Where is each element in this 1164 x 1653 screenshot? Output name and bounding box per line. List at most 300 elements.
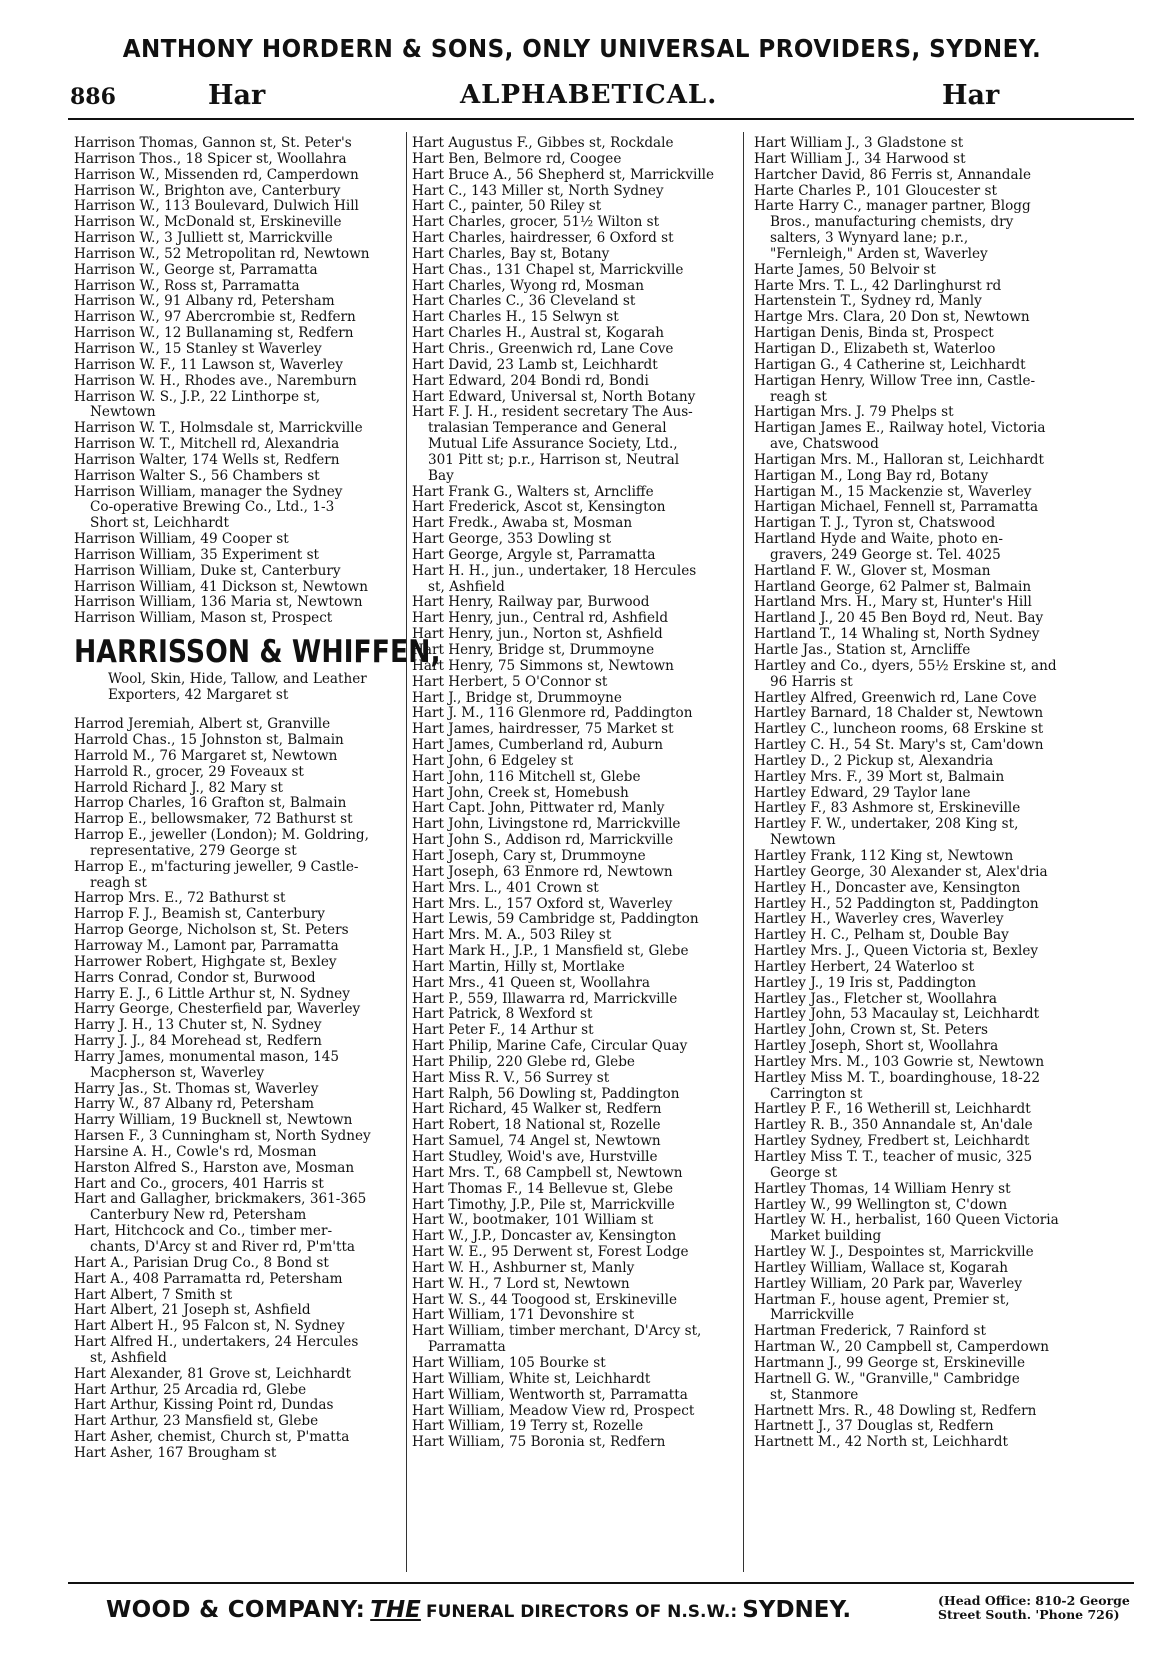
entry-line: Harrold Chas., 15 Johnston st, Balmain (74, 732, 344, 748)
entry-continuation: 301 Pitt st; p.r., Harrison st, Neutral (428, 451, 680, 468)
entry-line: Harrop Charles, 16 Grafton st, Balmain (74, 795, 347, 812)
directory-entry (412, 199, 742, 215)
entry-line: Hart Timothy, J.P., Pile st, Marrickville (412, 1196, 675, 1213)
entry-line: Harrison W., 12 Bullanaming st, Redfern (74, 325, 354, 342)
entry-line: Hart Martin, Hilly st, Mortlake (412, 958, 625, 975)
entry-line: Harry James, monumental mason, 145 (74, 1048, 340, 1065)
entry-line: Hart Fredk., Awaba st, Mosman (412, 515, 633, 532)
entry-continuation: Newtown (90, 404, 156, 421)
directory-entry (754, 849, 1134, 865)
directory-entry (74, 907, 409, 923)
entry-line: Hartley Frank, 112 King st, Newtown (754, 847, 1014, 864)
entry-line: Harrod Jeremiah, Albert st, Granville (74, 716, 331, 733)
entry-line: Hartley C. H., 54 St. Mary's st, Cam'down (754, 737, 1044, 754)
entry-continuation: Mutual Life Assurance Society, Ltd., (428, 436, 678, 453)
directory-entry (74, 580, 409, 596)
entry-line: Hartnell G. W., "Granville," Cambridge (754, 1370, 1020, 1387)
directory-entry (74, 1192, 409, 1224)
directory-entry (74, 390, 409, 422)
directory-entry (412, 516, 742, 532)
directory-entry (754, 310, 1134, 326)
entry-line: Hart Charles H., 15 Selwyn st (412, 309, 619, 326)
directory-entry (754, 801, 1134, 817)
entry-line: Hart James, hairdresser, 75 Market st (412, 721, 674, 738)
entry-line: Hartley Miss M. T., boardinghouse, 18-22 (754, 1069, 1040, 1086)
entry-line: Harrison W. F., 11 Lawson st, Waverley (74, 356, 343, 373)
entry-line: Harrison Thomas, Gannon st, St. Peter's (74, 135, 352, 151)
entry-line: Hartley Edward, 29 Taylor lane (754, 784, 971, 801)
directory-entry (74, 611, 409, 627)
directory-entry (412, 1071, 742, 1087)
entry-line: Harrison William, 136 Maria st, Newtown (74, 594, 363, 611)
directory-entry (412, 1372, 742, 1388)
directory-entry (412, 865, 742, 881)
directory-entry (754, 1340, 1134, 1356)
entry-line: Harry J. H., 13 Chuter st, N. Sydney (74, 1017, 322, 1034)
entry-continuation: 96 Harris st (770, 673, 853, 690)
entry-line: Hart Chas., 131 Chapel st, Marrickville (412, 261, 684, 278)
footer-advert (106, 1597, 851, 1623)
directory-entry (412, 944, 742, 960)
entry-line: Hart Patrick, 8 Wexford st (412, 1006, 593, 1023)
directory-entry (412, 1404, 742, 1420)
directory-entry (412, 611, 742, 627)
entry-line: Hart Ben, Belmore rd, Coogee (412, 150, 622, 167)
entry-line: Hartley Joseph, Short st, Woollahra (754, 1038, 999, 1055)
directory-entry (754, 786, 1134, 802)
entry-line: Harrold M., 76 Margaret st, Newtown (74, 747, 338, 764)
directory-entry (412, 1308, 742, 1324)
entry-line: Hart William, 105 Bourke st (412, 1354, 606, 1371)
directory-entry (754, 279, 1134, 295)
entry-line: Harrison W. T., Mitchell rd, Alexandria (74, 436, 340, 453)
entry-line: Hart Charles, Bay st, Botany (412, 245, 610, 262)
directory-entry (412, 595, 742, 611)
entry-line: Hart Edward, Universal st, North Botany (412, 388, 696, 405)
entry-line: Hartigan James E., Railway hotel, Victoria (754, 420, 1046, 437)
entry-line: Harston Alfred S., Harston ave, Mosman (74, 1159, 355, 1176)
entry-line: Hartigan Mrs. J. 79 Phelps st (754, 404, 954, 421)
directory-entry (74, 1319, 409, 1335)
directory-entry (412, 1055, 742, 1071)
entry-line: Hart Albert H., 95 Falcon st, N. Sydney (74, 1318, 345, 1335)
directory-entry (74, 342, 409, 358)
entry-line: Hart Asher, 167 Brougham st (74, 1444, 277, 1461)
entry-continuation: reagh st (90, 874, 147, 891)
directory-entry (412, 1293, 742, 1309)
directory-entry (74, 595, 409, 611)
directory-entry (754, 944, 1134, 960)
directory-entry (754, 453, 1134, 469)
entry-line: Hartley Mrs. M., 103 Gowrie st, Newtown (754, 1053, 1045, 1070)
entry-line: Hartley W., 99 Wellington st, C'down (754, 1196, 1008, 1213)
entry-continuation: Carrington st (770, 1085, 863, 1102)
entry-line: Harrison Thos., 18 Spicer st, Woollahra (74, 150, 347, 167)
directory-entry (754, 580, 1134, 596)
advert-description-line-1: Wool, Skin, Hide, Tallow, and Leather (108, 671, 367, 688)
entry-line: Hartland George, 62 Palmer st, Balmain (754, 578, 1032, 595)
entry-line: Hart Bruce A., 56 Shepherd st, Marrickville (412, 166, 715, 183)
entry-line: Harsine A. H., Cowle's rd, Mosman (74, 1143, 317, 1160)
entry-line: Hart Robert, 18 National st, Rozelle (412, 1117, 661, 1134)
left-guide-word: Har (208, 80, 266, 111)
entry-line: Hartley W. J., Despointes st, Marrickville (754, 1244, 1034, 1261)
directory-entry (412, 754, 742, 770)
directory-entry (74, 168, 409, 184)
directory-entry (74, 326, 409, 342)
entry-line: Harry J. J., 84 Morehead st, Redfern (74, 1033, 322, 1050)
entry-line: Hart William, White st, Leichhardt (412, 1370, 651, 1387)
directory-entry (412, 1198, 742, 1214)
directory-entry (412, 136, 742, 152)
entry-continuation: st, Ashfield (428, 578, 505, 595)
directory-entry (74, 421, 409, 437)
entry-line: Hart William, 75 Boronia st, Redfern (412, 1434, 666, 1451)
entry-line: Hartman Frederick, 7 Rainford st (754, 1323, 986, 1340)
directory-entry (74, 374, 409, 390)
directory-entry (754, 770, 1134, 786)
directory-entry (412, 675, 742, 691)
entry-continuation: salters, 3 Wynyard lane; p.r., (770, 230, 969, 247)
directory-entry (412, 691, 742, 707)
entry-line: Hartley D., 2 Pickup st, Alexandria (754, 752, 994, 769)
entry-line: Harry W., 87 Albany rd, Petersham (74, 1096, 315, 1113)
directory-entry (74, 263, 409, 279)
entry-line: Harrison Walter, 174 Wells st, Redfern (74, 451, 340, 468)
column-3 (754, 136, 1134, 1451)
entry-line: Hart Frederick, Ascot st, Kensington (412, 499, 666, 516)
entry-continuation: George st (770, 1164, 838, 1181)
entry-line: Harte James, 50 Belvoir st (754, 261, 936, 278)
entry-line: Hartley Alfred, Greenwich rd, Lane Cove (754, 689, 1037, 706)
directory-entry (74, 358, 409, 374)
directory-entry (74, 860, 409, 892)
directory-entry (754, 1102, 1134, 1118)
directory-entry (754, 1245, 1134, 1261)
entry-line: Hartland J., 20 45 Ben Boyd rd, Neut. Bay (754, 610, 1044, 627)
directory-entry (412, 405, 742, 484)
entry-line: Hart Arthur, 23 Mansfield st, Glebe (74, 1413, 319, 1430)
directory-entry (74, 796, 409, 812)
entry-line: Hart Studley, Woid's ave, Hurstville (412, 1149, 658, 1165)
directory-entry (754, 754, 1134, 770)
entry-line: Hart Philip, 220 Glebe rd, Glebe (412, 1053, 635, 1070)
directory-entry (74, 310, 409, 326)
entry-line: Hartley H. C., Pelham st, Double Bay (754, 927, 1009, 944)
directory-entry (412, 817, 742, 833)
directory-entry (412, 247, 742, 263)
entry-line: Hartnett M., 42 North st, Leichhardt (754, 1434, 1008, 1451)
entry-line: Harry Jas., St. Thomas st, Waverley (74, 1080, 319, 1097)
directory-entry (754, 485, 1134, 501)
entry-line: Hart John, Livingstone rd, Marrickville (412, 816, 681, 833)
directory-entry (74, 1113, 409, 1129)
directory-entry (412, 881, 742, 897)
entry-line: Hartigan Michael, Fennell st, Parramatta (754, 499, 1039, 516)
entry-line: Hart Mrs., 41 Queen st, Woollahra (412, 974, 650, 991)
entry-line: Hartley William, Wallace st, Kogarah (754, 1259, 1008, 1276)
directory-entry (754, 722, 1134, 738)
directory-entry (754, 1150, 1134, 1182)
entry-continuation: Bay (428, 467, 454, 484)
advert-name: HARRISSON & WHIFFEN, (74, 634, 441, 671)
directory-entry (74, 1034, 409, 1050)
directory-entry (754, 1372, 1134, 1404)
directory-entry (412, 310, 742, 326)
directory-entry (754, 1404, 1134, 1420)
directory-entry (74, 1383, 409, 1399)
entry-line: Hartland Mrs. H., Mary st, Hunter's Hill (754, 594, 1032, 611)
entry-line: Hart J., Bridge st, Drummoyne (412, 689, 622, 706)
directory-entry (74, 733, 409, 749)
directory-entry (412, 738, 742, 754)
entry-line: Hartley H., Waverley cres, Waverley (754, 911, 1004, 928)
entry-line: Hartley William, 20 Park par, Waverley (754, 1275, 1023, 1292)
directory-entry (754, 1134, 1134, 1150)
entry-line: Hartley P. F., 16 Wetherill st, Leichhardt (754, 1101, 1031, 1118)
directory-entry (754, 960, 1134, 976)
entry-line: Harrison W., Brighton ave, Canterbury (74, 182, 341, 199)
entry-line: Hartcher David, 86 Ferris st, Annandale (754, 166, 1031, 183)
directory-entry (412, 215, 742, 231)
entry-line: Hart W. S., 44 Toogood st, Erskineville (412, 1291, 677, 1308)
entry-line: Hart Henry, jun., Norton st, Ashfield (412, 626, 663, 643)
entry-line: Hart John, 116 Mitchell st, Glebe (412, 768, 641, 785)
entry-continuation: Market building (770, 1228, 882, 1245)
footer-company: WOOD & COMPANY: (106, 1597, 366, 1623)
entry-line: Harrison Walter S., 56 Chambers st (74, 467, 320, 484)
directory-entry (754, 1277, 1134, 1293)
entry-line: Hart C., 143 Miller st, North Sydney (412, 182, 664, 199)
entry-line: Hartnett Mrs. R., 48 Dowling st, Redfern (754, 1402, 1037, 1419)
entry-line: Hart Miss R. V., 56 Surrey st (412, 1069, 610, 1086)
entry-line: Hart Alfred H., undertakers, 24 Hercules (74, 1334, 359, 1351)
entry-line: Hart Ralph, 56 Dowling st, Paddington (412, 1085, 680, 1102)
entry-line: Hart William J., 34 Harwood st (754, 150, 966, 167)
entry-line: Hartley Jas., Fletcher st, Woollahra (754, 990, 997, 1007)
entry-line: Harrison William, Duke st, Canterbury (74, 562, 341, 579)
entry-line: Hart Capt. John, Pittwater rd, Manly (412, 800, 665, 817)
directory-entry (412, 897, 742, 913)
entry-continuation: Bros., manufacturing chemists, dry (770, 214, 1014, 231)
directory-entry (412, 1213, 742, 1229)
entry-line: Hart H. H., jun., undertaker, 18 Hercules (412, 562, 697, 579)
entry-line: Harrison W. T., Holmsdale st, Marrickville (74, 420, 363, 437)
entry-line: Hart John, 6 Edgeley st (412, 752, 574, 769)
directory-entry (74, 1414, 409, 1430)
page-banner: ANTHONY HORDERN & SONS, ONLY UNIVERSAL PROVIDERS, SYDNEY. (122, 34, 1042, 63)
entry-line: Hartley Mrs. F., 39 Mort st, Balmain (754, 768, 1005, 785)
entry-line: Hartland T., 14 Whaling st, North Sydney (754, 626, 1040, 643)
entry-continuation: Co-operative Brewing Co., Ltd., 1-3 (90, 499, 335, 516)
entry-line: Hartigan Henry, Willow Tree inn, Castle- (754, 372, 1036, 389)
directory-entry (74, 1161, 409, 1177)
entry-line: Hart Albert, 21 Joseph st, Ashfield (74, 1302, 311, 1319)
directory-entry (74, 1018, 409, 1034)
directory-entry (754, 1039, 1134, 1055)
directory-entry (74, 1097, 409, 1113)
directory-entry (754, 374, 1134, 406)
entry-line: Harrison William, 35 Experiment st (74, 546, 320, 563)
column-1-entries-top (74, 136, 409, 627)
directory-entry (754, 691, 1134, 707)
entry-line: Hart Peter F., 14 Arthur st (412, 1022, 594, 1039)
right-guide-word: Har (942, 80, 1000, 111)
advert-gap (74, 703, 409, 717)
entry-line: Harrop E., bellowsmaker, 72 Bathurst st (74, 811, 353, 828)
entry-line: Hartley John, 53 Macaulay st, Leichhardt (754, 1006, 1040, 1023)
directory-entry (412, 1356, 742, 1372)
directory-entry (74, 1303, 409, 1319)
directory-entry (754, 1198, 1134, 1214)
footer-address-line-2: Street South. 'Phone 726) (938, 1607, 1120, 1622)
directory-entry (754, 1118, 1134, 1134)
directory-entry (412, 1150, 742, 1166)
entry-line: Hartley H., 52 Paddington st, Paddington (754, 895, 1039, 912)
directory-entry (754, 152, 1134, 168)
entry-line: Hart Charles, Wyong rd, Mosman (412, 277, 644, 294)
entry-line: Hartley John, Crown st, St. Peters (754, 1022, 988, 1039)
entry-line: Harrison W. S., J.P., 22 Linthorpe st, (74, 388, 321, 405)
entry-continuation: "Fernleigh," Arden st, Waverley (770, 245, 988, 262)
entry-line: Hart David, 23 Lamb st, Leichhardt (412, 356, 658, 373)
entry-line: Hart J. M., 116 Glenmore rd, Paddington (412, 705, 693, 722)
entry-line: Hart Charles, grocer, 51½ Wilton st (412, 214, 660, 231)
directory-entry (754, 469, 1134, 485)
section-title: ALPHABETICAL. (460, 80, 718, 110)
entry-line: Harrop George, Nicholson st, St. Peters (74, 922, 349, 939)
entry-line: Hartman F., house agent, Premier st, (754, 1291, 1010, 1308)
entry-line: Hart George, Argyle st, Parramatta (412, 546, 656, 563)
entry-continuation: representative, 279 George st (90, 842, 297, 859)
directory-entry (74, 1224, 409, 1256)
directory-entry (412, 1229, 742, 1245)
directory-entry (74, 1082, 409, 1098)
directory-entry (74, 1335, 409, 1367)
entry-line: Harrison W., 52 Metropolitan rd, Newtown (74, 245, 370, 262)
directory-entry (754, 611, 1134, 627)
entry-line: Harte Mrs. T. L., 42 Darlinghurst rd (754, 277, 1002, 294)
directory-entry (74, 1177, 409, 1193)
entry-line: Hart Albert, 7 Smith st (74, 1286, 233, 1303)
footer-address-line-1: (Head Office: 810-2 George (938, 1593, 1130, 1608)
directory-entry (74, 1145, 409, 1161)
directory-entry (754, 928, 1134, 944)
directory-entry (74, 955, 409, 971)
entry-line: Hart Mrs. L., 401 Crown st (412, 879, 599, 896)
entry-line: Harrower Robert, Highgate st, Bexley (74, 953, 337, 970)
directory-entry (412, 1118, 742, 1134)
directory-entry (754, 1213, 1134, 1245)
directory-entry (754, 1261, 1134, 1277)
entry-line: Harrop E., jeweller (London); M. Goldring, (74, 827, 369, 844)
entry-line: Hartigan Mrs. M., Halloran st, Leichhardt (754, 451, 1044, 468)
entry-line: Hartigan T. J., Tyron st, Chatswood (754, 515, 996, 532)
directory-entry (412, 1087, 742, 1103)
directory-entry (412, 342, 742, 358)
directory-entry (74, 812, 409, 828)
entry-line: Harrison William, manager the Sydney (74, 483, 343, 500)
directory-entry (412, 627, 742, 643)
entry-line: Hart Mrs. M. A., 503 Riley st (412, 927, 612, 944)
entry-continuation: tralasian Temperance and General (428, 420, 667, 437)
entry-line: Hartley Mrs. J., Queen Victoria st, Bexley (754, 943, 1039, 960)
directory-entry (412, 1277, 742, 1293)
directory-entry (754, 643, 1134, 659)
entry-line: Hart Lewis, 59 Cambridge st, Paddington (412, 911, 699, 928)
entry-line: Hartley W. H., herbalist, 160 Queen Victoria (754, 1212, 1059, 1229)
entry-line: Hartley Sydney, Fredbert st, Leichhardt (754, 1133, 1030, 1150)
directory-entry (412, 1245, 742, 1261)
entry-line: Hart William, Wentworth st, Parramatta (412, 1386, 688, 1403)
directory-entry (74, 1256, 409, 1272)
directory-entry (412, 1261, 742, 1277)
directory-entry (754, 1007, 1134, 1023)
directory-entry (412, 992, 742, 1008)
directory-entry (754, 358, 1134, 374)
entry-line: Hart F. J. H., resident secretary The Aus- (412, 404, 693, 421)
entry-line: Harrison W., 15 Stanley st Waverley (74, 340, 322, 357)
entry-continuation: gravers, 249 George st. Tel. 4025 (770, 546, 1001, 563)
entry-line: Hartle Jas., Station st, Arncliffe (754, 642, 971, 658)
entry-line: Hart Mrs. T., 68 Campbell st, Newtown (412, 1164, 683, 1181)
entry-line: Hart P., 559, Illawarra rd, Marrickville (412, 990, 678, 1007)
entry-continuation: Short st, Leichhardt (90, 515, 229, 532)
directory-entry (74, 1288, 409, 1304)
directory-entry (754, 659, 1134, 691)
entry-continuation: ave, Chatswood (770, 436, 879, 453)
directory-entry (412, 548, 742, 564)
directory-entry (412, 1324, 742, 1356)
entry-line: Hartland Hyde and Waite, photo en- (754, 531, 1004, 548)
entry-line: Hart Augustus F., Gibbes st, Rockdale (412, 135, 674, 151)
directory-entry (74, 971, 409, 987)
directory-entry (74, 987, 409, 1003)
entry-line: Hart George, 353 Dowling st (412, 531, 612, 548)
directory-entry (412, 976, 742, 992)
directory-entry (412, 706, 742, 722)
entry-line: Hart Arthur, Kissing Point rd, Dundas (74, 1397, 334, 1414)
entry-line: Harrison W., McDonald st, Erskineville (74, 214, 342, 231)
entry-line: Hart and Co., grocers, 401 Harris st (74, 1175, 324, 1192)
entry-line: Hartge Mrs. Clara, 20 Don st, Newtown (754, 309, 1030, 326)
entry-line: Hartley Thomas, 14 William Henry st (754, 1180, 1011, 1197)
directory-entry (412, 263, 742, 279)
entry-line: Hart William, timber merchant, D'Arcy st, (412, 1323, 702, 1340)
directory-entry (74, 717, 409, 733)
entry-line: Hartley J., 19 Iris st, Paddington (754, 974, 977, 991)
entry-line: Hart Charles, hairdresser, 6 Oxford st (412, 230, 674, 247)
directory-entry (412, 152, 742, 168)
directory-entry (412, 294, 742, 310)
directory-entry (754, 865, 1134, 881)
directory-entry (412, 1023, 742, 1039)
entry-line: Harry E. J., 6 Little Arthur st, N. Sydney (74, 985, 350, 1002)
directory-entry (754, 532, 1134, 564)
directory-entry (412, 358, 742, 374)
entry-line: Hart and Gallagher, brickmakers, 361-365 (74, 1191, 367, 1208)
entry-line: Hart Asher, chemist, Church st, P'matta (74, 1429, 350, 1446)
column-1-entries-bottom (74, 717, 409, 1462)
directory-entry (74, 1430, 409, 1446)
directory-entry (412, 564, 742, 596)
entry-line: Hartigan M., 15 Mackenzie st, Waverley (754, 483, 1032, 500)
entry-line: Hartigan M., Long Bay rd, Botany (754, 467, 989, 484)
directory-entry (74, 294, 409, 310)
directory-entry (754, 1324, 1134, 1340)
directory-entry (412, 786, 742, 802)
entry-continuation: chants, D'Arcy st and River rd, P'm'tta (90, 1239, 356, 1255)
